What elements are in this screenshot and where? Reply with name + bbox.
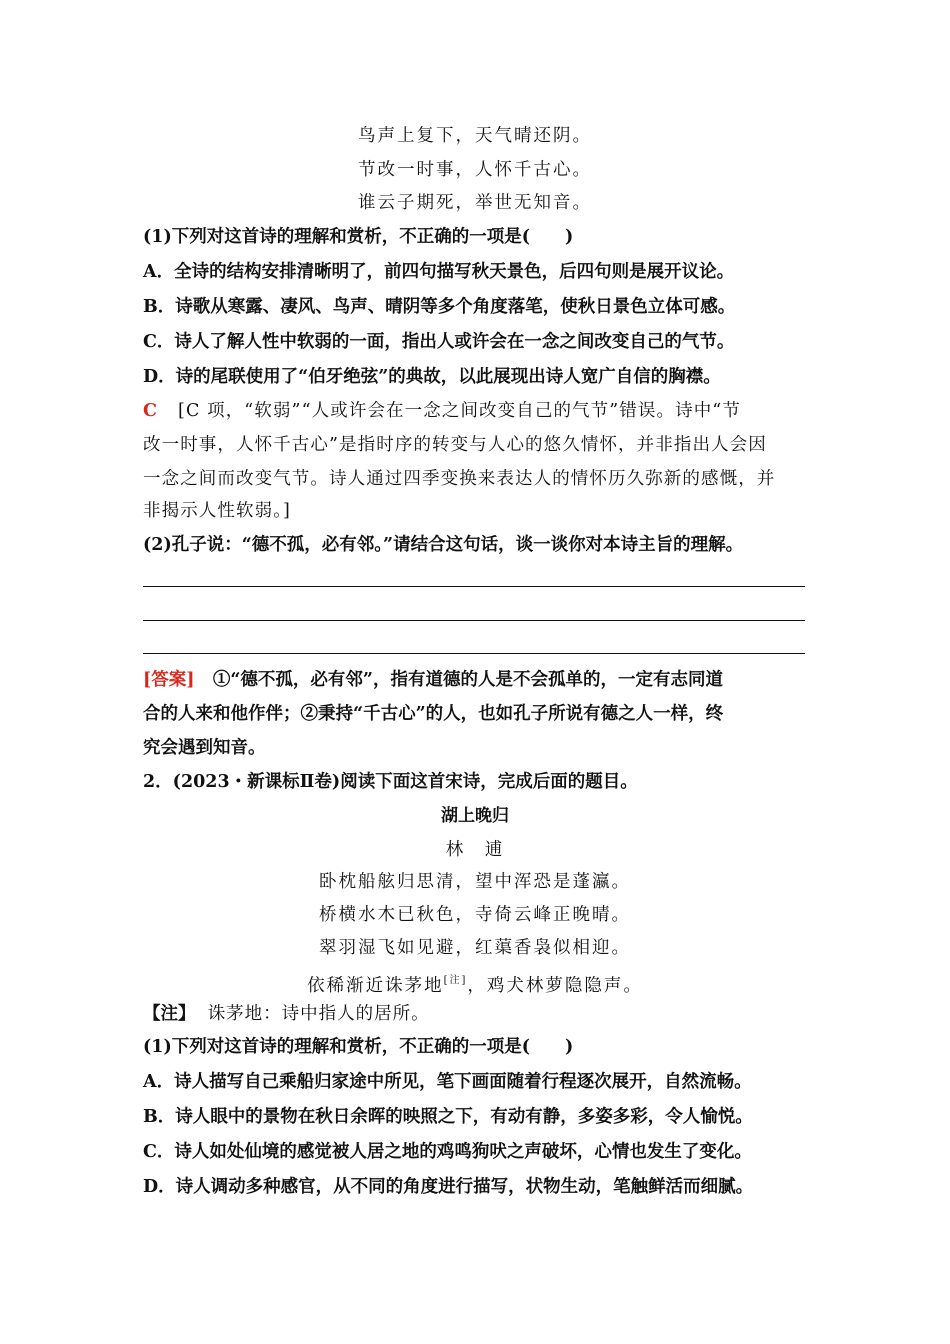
poem1-line-1: 鸟声上复下，天气晴还阴。: [358, 126, 592, 146]
poem2-line-4-after: ，鸡犬林萝隐隐声。: [467, 976, 643, 996]
poem1-line-3: 谁云子期死，举世无知音。: [358, 193, 592, 213]
poem2-author: 林 逋: [445, 840, 505, 860]
q1-explanation-line-1: [143, 399, 808, 423]
poem2-note-label: 【注】: [143, 1004, 196, 1024]
answer-blank-line-2: [143, 620, 805, 621]
q3-option-b: B．诗人眼中的景物在秋日余晖的映照之下，有动有静，多姿多彩，令人愉悦。: [143, 1107, 753, 1127]
q3-stem: (1)下列对这首诗的理解和赏析，不正确的一项是( ): [143, 1037, 574, 1057]
q1-option-c: C．诗人了解人性中软弱的一面，指出人或许会在一念之间改变自己的气节。: [143, 332, 735, 352]
q1-explanation-text-1: [C 项，“软弱”“人或许会在一念之间改变自己的气节”错误。诗中“节: [178, 401, 741, 421]
q3-option-d: D．诗人调动多种感官，从不同的角度进行描写，状物生动，笔触鲜活而细腻。: [143, 1177, 754, 1197]
q1-explanation-line-2: 改一时事，人怀千古心”是指时序的转变与人心的悠久情怀，并非指出人会因: [143, 435, 767, 455]
q3-option-c: C．诗人如处仙境的感觉被人居之地的鸡鸣狗吠之声破坏，心情也发生了变化。: [143, 1142, 752, 1162]
poem2-note: [143, 1002, 808, 1026]
poem2-line-3: 翠羽湿飞如见避，红蕖香袅似相迎。: [319, 938, 631, 958]
section2-heading: 2．(2023・新课标Ⅱ卷)阅读下面这首宋诗，完成后面的题目。: [143, 772, 638, 792]
answer-blank-line-1: [143, 586, 805, 587]
poem2-note-text: 诛茅地：诗中指人的居所。: [207, 1004, 430, 1024]
poem2-line-2: 桥横水木已秋色，寺倚云峰正晚晴。: [319, 905, 631, 925]
poem2-line-4-before: 依稀渐近诛茅地: [307, 976, 444, 996]
q1-explanation-line-3: 一念之间而改变气节。诗人通过四季变换来表达人的情怀历久弥新的感慨，并: [143, 469, 776, 489]
q1-stem: (1)下列对这首诗的理解和赏析，不正确的一项是( ): [143, 227, 574, 247]
q1-explanation-line-4: 非揭示人性软弱。]: [143, 501, 291, 521]
q1-option-a: A．全诗的结构安排清晰明了，前四句描写秋天景色，后四句则是展开议论。: [143, 262, 735, 282]
q2-answer-line-1: [143, 668, 808, 692]
q3-option-a: A．诗人描写自己乘船归家途中所见，笔下画面随着行程逐次展开，自然流畅。: [143, 1072, 752, 1092]
q2-answer-line-2: 合的人来和他作伴；②秉持“千古心”的人，也如孔子所说有德之人一样，终: [143, 704, 724, 724]
poem2-line-4: [0, 969, 950, 998]
answer-blank-line-3: [143, 653, 805, 654]
q2-answer-text-1: ①“德不孤，必有邻”，指有道德的人是不会孤单的，一定有志同道: [212, 670, 723, 690]
q1-answer-letter: C: [143, 401, 159, 421]
q1-option-b: B．诗歌从寒露、凄风、鸟声、晴阴等多个角度落笔，使秋日景色立体可感。: [143, 297, 736, 317]
q2-stem: (2)孔子说：“德不孤，必有邻。”请结合这句话，谈一谈你对本诗主旨的理解。: [143, 535, 744, 555]
q2-answer-label: [答案]: [143, 670, 195, 690]
q2-answer-line-3: 究会遇到知音。: [143, 738, 266, 758]
poem1-line-2: 节改一时事，人怀千古心。: [358, 160, 592, 180]
poem2-line-1: 卧枕船舷归思清，望中浑恐是蓬瀛。: [319, 872, 631, 892]
q1-option-d: D．诗的尾联使用了“伯牙绝弦”的典故，以此展现出诗人宽广自信的胸襟。: [143, 367, 721, 387]
poem2-title: 湖上晚归: [441, 806, 509, 826]
poem2-note-marker: [注]: [443, 975, 468, 986]
